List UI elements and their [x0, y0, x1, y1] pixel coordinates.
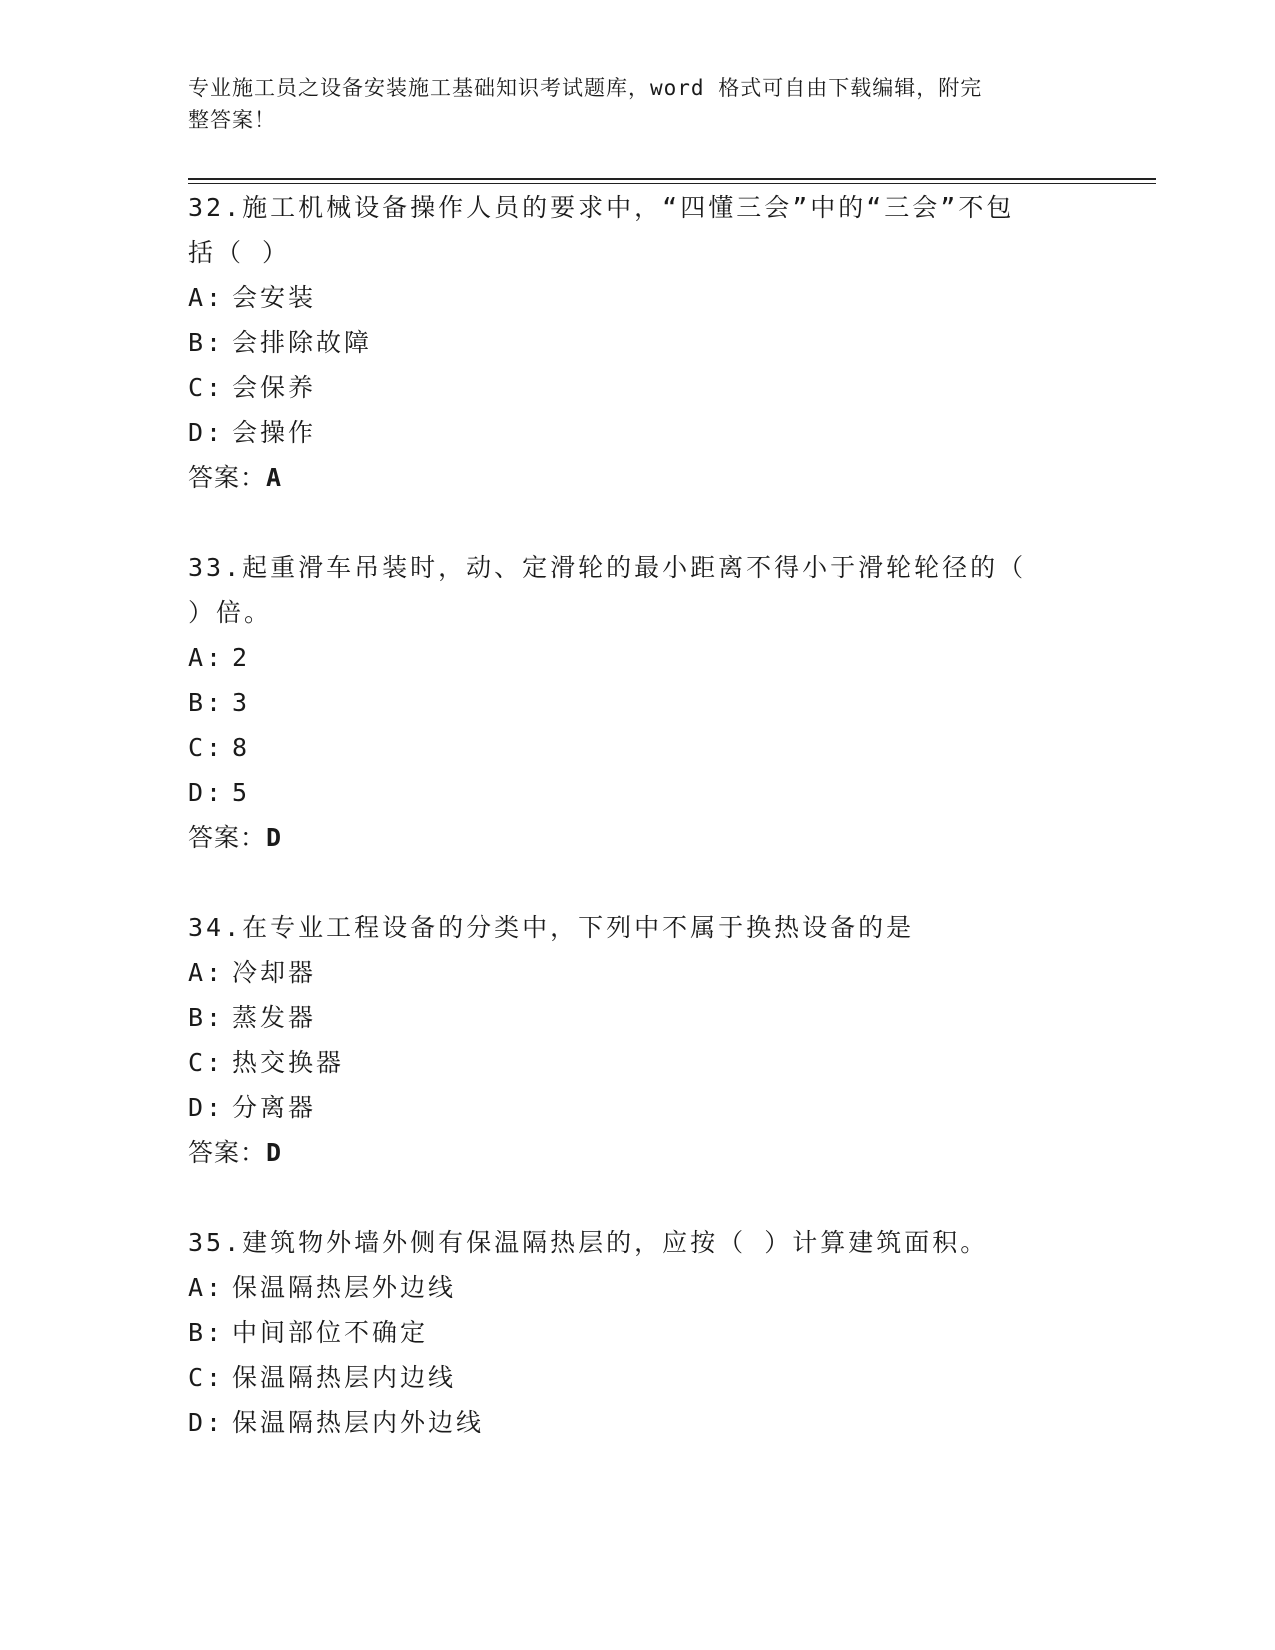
option-text: 会操作 — [232, 418, 317, 447]
question-32 — [188, 185, 1088, 500]
document-header — [188, 72, 1088, 136]
option-text: 会排除故障 — [232, 328, 373, 357]
option-text: 保温隔热层内边线 — [232, 1363, 457, 1392]
answer-label: 答案： — [188, 1138, 267, 1167]
question-stem-line-1: 33.起重滑车吊装时，动、定滑轮的最小距离不得小于滑轮轮径的（ — [188, 553, 1027, 582]
option-text: 冷却器 — [232, 958, 317, 987]
answer-line — [188, 1130, 1088, 1175]
option-key: C: — [188, 1048, 225, 1077]
option-b — [188, 320, 1088, 365]
option-text: 5 — [232, 778, 251, 807]
header-divider-thin — [188, 183, 1156, 184]
option-key: A: — [188, 958, 225, 987]
option-d — [188, 770, 1088, 815]
option-c — [188, 365, 1088, 410]
option-key: B: — [188, 688, 225, 717]
option-text: 保温隔热层内外边线 — [232, 1408, 485, 1437]
option-d — [188, 1400, 1088, 1445]
answer-value: A — [266, 463, 283, 492]
header-line-2: 整答案！ — [188, 108, 276, 132]
option-d — [188, 410, 1088, 455]
option-text: 分离器 — [232, 1093, 317, 1122]
option-text: 中间部位不确定 — [232, 1318, 429, 1347]
option-key: A: — [188, 1273, 225, 1302]
question-stem-line-1: 32.施工机械设备操作人员的要求中，“四懂三会”中的“三会”不包 — [188, 193, 1015, 222]
option-key: D: — [188, 778, 225, 807]
option-c — [188, 1040, 1088, 1085]
option-key: C: — [188, 733, 225, 762]
option-key: A: — [188, 643, 225, 672]
option-c — [188, 1355, 1088, 1400]
question-stem-line-2: 括（ ） — [188, 238, 291, 267]
option-b — [188, 680, 1088, 725]
option-a — [188, 275, 1088, 320]
option-key: C: — [188, 1363, 225, 1392]
option-a — [188, 1265, 1088, 1310]
option-key: D: — [188, 418, 225, 447]
answer-value: D — [266, 823, 283, 852]
answer-label: 答案： — [188, 823, 267, 852]
option-key: B: — [188, 1318, 225, 1347]
answer-line — [188, 815, 1088, 860]
option-key: B: — [188, 328, 225, 357]
option-text: 会安装 — [232, 283, 317, 312]
question-stem-line-1: 34.在专业工程设备的分类中，下列中不属于换热设备的是 — [188, 913, 915, 942]
option-key: D: — [188, 1408, 225, 1437]
answer-line — [188, 455, 1088, 500]
option-text: 保温隔热层外边线 — [232, 1273, 457, 1302]
question-stem-line-1: 35.建筑物外墙外侧有保温隔热层的，应按（ ）计算建筑面积。 — [188, 1228, 989, 1257]
option-c — [188, 725, 1088, 770]
option-key: B: — [188, 1003, 225, 1032]
question-stem-line-2: ）倍。 — [188, 598, 273, 627]
question-34 — [188, 905, 1088, 1175]
answer-label: 答案： — [188, 463, 267, 492]
question-35 — [188, 1220, 1088, 1445]
option-b — [188, 995, 1088, 1040]
option-d — [188, 1085, 1088, 1130]
header-line-1: 专业施工员之设备安装施工基础知识考试题库，word 格式可自由下载编辑，附完 — [188, 76, 983, 100]
option-text: 8 — [232, 733, 251, 762]
option-text: 蒸发器 — [232, 1003, 317, 1032]
option-a — [188, 635, 1088, 680]
question-33 — [188, 545, 1088, 860]
option-key: C: — [188, 373, 225, 402]
option-key: A: — [188, 283, 225, 312]
option-text: 热交换器 — [232, 1048, 345, 1077]
option-b — [188, 1310, 1088, 1355]
answer-value: D — [266, 1138, 283, 1167]
option-text: 会保养 — [232, 373, 317, 402]
option-a — [188, 950, 1088, 995]
option-key: D: — [188, 1093, 225, 1122]
option-text: 3 — [232, 688, 251, 717]
option-text: 2 — [232, 643, 251, 672]
header-divider-thick — [188, 178, 1156, 180]
